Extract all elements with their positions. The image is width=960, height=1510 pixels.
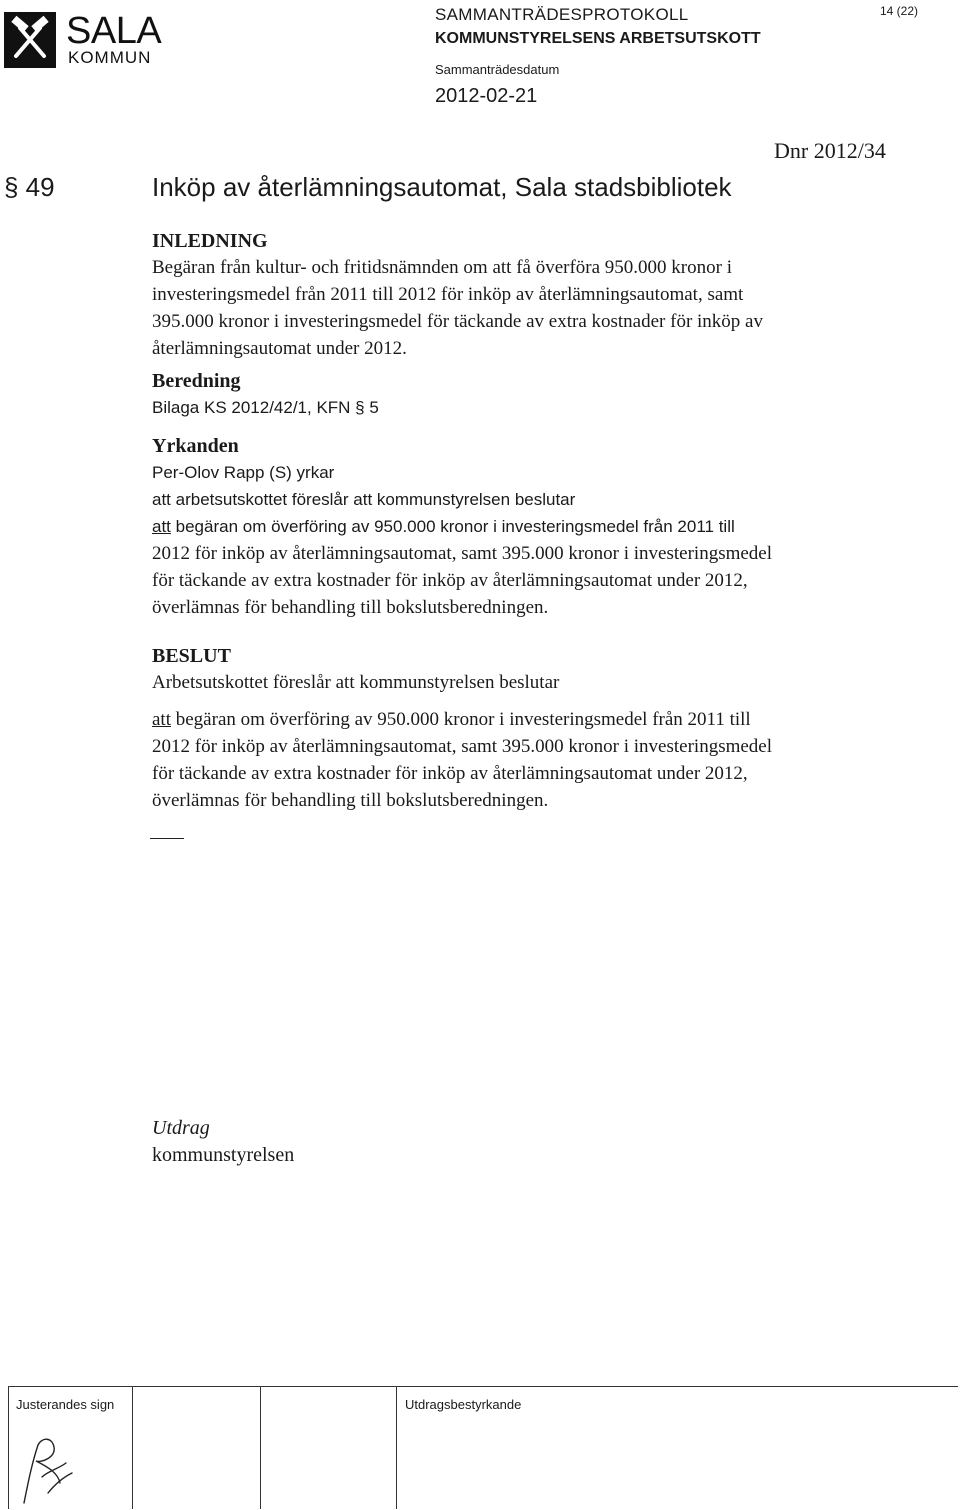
signature-footer xyxy=(8,1386,958,1509)
page-number: 14 (22) xyxy=(880,4,919,18)
sala-kommun-logo xyxy=(2,0,172,80)
heading-yrkanden: Yrkanden xyxy=(152,435,239,457)
handwritten-signature xyxy=(18,1433,78,1507)
logo-title: SALA xyxy=(66,10,162,52)
heading-beredning: Beredning xyxy=(152,370,241,392)
logo-subtitle: KOMMUN xyxy=(68,48,152,67)
beslut-line: 2012 för inköp av återlämningsautomat, samt 395.000 kronor i investeringsmedel xyxy=(152,736,773,757)
document-body xyxy=(152,228,912,814)
crossed-hammers-icon xyxy=(4,12,56,68)
beslut-line xyxy=(152,706,912,733)
section-number: § 49 xyxy=(4,172,55,202)
yrkanden-text: begäran om överföring av 950.000 kronor i investeringsmedel från 2011 till xyxy=(170,517,735,536)
beslut-line: överlämnas för behandling till bokslutsberedningen. xyxy=(152,790,549,811)
inledning-line: återlämningsautomat under 2012. xyxy=(152,338,407,359)
yrkanden-line: 2012 för inköp av återlämningsautomat, samt 395.000 kronor i investeringsmedel xyxy=(152,543,773,564)
footer-divider xyxy=(396,1387,397,1509)
section-title: Inköp av återlämningsautomat, Sala stadsbibliotek xyxy=(152,172,732,202)
yrkanden-line xyxy=(152,513,912,540)
yrkanden-line: att arbetsutskottet föreslår att kommunstyrelsen beslutar xyxy=(152,490,576,509)
beredning-text: Bilaga KS 2012/42/1, KFN § 5 xyxy=(152,398,379,417)
att-underlined: att xyxy=(152,517,171,536)
inledning-line: Begäran från kultur- och fritidsnämnden om att få överföra 950.000 kronor i xyxy=(152,257,732,278)
beslut-text: begäran om överföring av 950.000 kronor i investeringsmedel från 2011 till xyxy=(171,709,751,730)
utdragsbestyrkande-label: Utdragsbestyrkande xyxy=(405,1397,522,1412)
committee-name: KOMMUNSTYRELSENS ARBETSUTSKOTT xyxy=(435,30,761,47)
utdrag-label: Utdrag xyxy=(152,1117,210,1139)
document-type: SAMMANTRÄDESPROTOKOLL xyxy=(435,5,689,24)
inledning-line: investeringsmedel från 2011 till 2012 för inköp av återlämningsautomat, samt xyxy=(152,284,744,305)
footer-divider xyxy=(260,1387,261,1509)
heading-inledning: INLEDNING xyxy=(152,230,268,252)
diary-number: Dnr 2012/34 xyxy=(774,138,886,163)
att-underlined: att xyxy=(152,709,171,730)
footer-divider xyxy=(132,1387,133,1509)
yrkanden-line: överlämnas för behandling till bokslutsberedningen. xyxy=(152,597,549,618)
heading-beslut: BESLUT xyxy=(152,645,231,667)
beslut-intro: Arbetsutskottet föreslår att kommunstyrelsen beslutar xyxy=(152,672,560,693)
inledning-line: 395.000 kronor i investeringsmedel för täckande av extra kostnader för inköp av xyxy=(152,311,763,332)
meeting-date: 2012-02-21 xyxy=(435,85,538,107)
footer-divider xyxy=(8,1387,9,1509)
justerandes-sign-label: Justerandes sign xyxy=(16,1397,115,1412)
yrkanden-line: för täckande av extra kostnader för inköp av återlämningsautomat under 2012, xyxy=(152,570,748,591)
end-divider xyxy=(150,838,184,839)
beslut-line: för täckande av extra kostnader för inköp av återlämningsautomat under 2012, xyxy=(152,763,748,784)
yrkanden-line: Per-Olov Rapp (S) yrkar xyxy=(152,463,335,482)
utdrag-recipient: kommunstyrelsen xyxy=(152,1144,295,1166)
date-label: Sammanträdesdatum xyxy=(435,62,560,77)
